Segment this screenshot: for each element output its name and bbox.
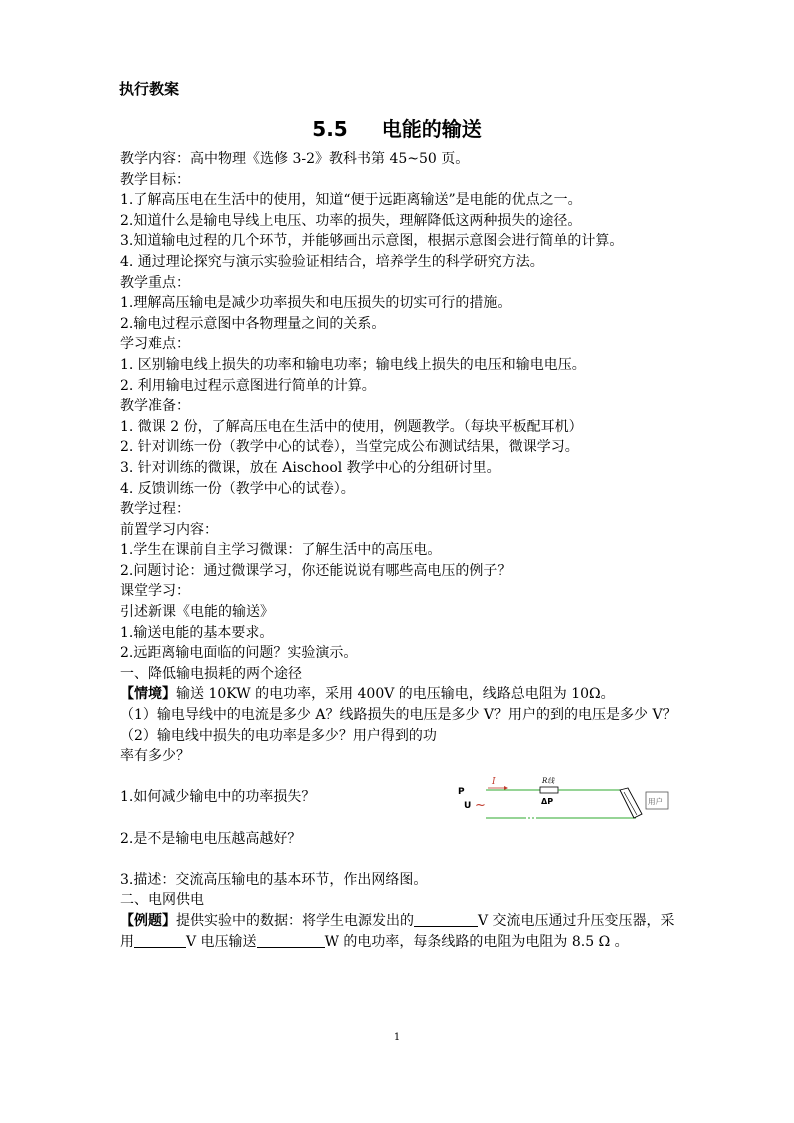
transmission-circuit-diagram bbox=[448, 770, 680, 830]
text-line: （2）输电线中损失的电功率是多少？用户得到的功率有多少？ bbox=[120, 727, 437, 765]
text-line: 3.知道输电过程的几个环节，并能够画出示意图，根据示意图会进行简单的计算。 bbox=[120, 233, 624, 250]
load-switch bbox=[620, 788, 642, 818]
power-label: P bbox=[458, 787, 465, 797]
section-heading: 二、电网供电 bbox=[120, 892, 204, 909]
text-line: 课堂学习： bbox=[120, 583, 190, 600]
text-line: 2. 利用输电过程示意图进行简单的计算。 bbox=[120, 377, 376, 394]
text-line: （1）输电导线中的电流是多少 A？线路损失的电压是多少 V？用户的到的电压是多少 V？ bbox=[120, 707, 677, 724]
line-resistor bbox=[540, 787, 558, 793]
text-line: 4. 反馈训练一份（教学中心的试卷）。 bbox=[120, 480, 355, 497]
example-paragraph bbox=[120, 911, 682, 952]
header-label: 执行教案 bbox=[119, 80, 180, 98]
text-line: 3.描述：交流高压输电的基本环节，作出网络图。 bbox=[120, 871, 428, 888]
text-line: 教学目标： bbox=[120, 171, 190, 188]
text-line: 1.输送电能的基本要求。 bbox=[120, 624, 274, 641]
fill-blank[interactable] bbox=[134, 933, 186, 948]
ac-source-symbol: ~ bbox=[475, 798, 486, 813]
text-line: 2.输电过程示意图中各物理量之间的关系。 bbox=[120, 315, 386, 332]
text-line: 1.理解高压输电是减少功率损失和电压损失的切实可行的措施。 bbox=[120, 295, 512, 312]
voltage-label: U bbox=[464, 801, 472, 811]
power-loss-label: ΔP bbox=[541, 797, 554, 806]
text-line: 4. 通过理论探究与演示实验验证相结合，培养学生的科学研究方法。 bbox=[120, 253, 544, 270]
section-title: 电能的输送 bbox=[381, 117, 482, 141]
scenario-tag: 【情境】 bbox=[120, 686, 176, 703]
text-line: 前置学习内容： bbox=[120, 521, 218, 538]
text-line: 2. 针对训练一份（教学中心的试卷），当堂完成公布测试结果，微课学习。 bbox=[120, 439, 579, 456]
section-heading: 一、降低输电损耗的两个途径 bbox=[120, 665, 302, 682]
example-tag: 【例题】 bbox=[120, 912, 176, 929]
example-text-b: V 交流电压通过升压变压器，采用 bbox=[120, 912, 675, 950]
text-line: 教学过程： bbox=[120, 501, 190, 518]
text-line: 1. 微课 2 份，了解高压电在生活中的使用，例题教学。（每块平板配耳机） bbox=[120, 418, 583, 435]
example-text-d: W 的电功率，每条线路的电阻为电阻为 8.5 Ω 。 bbox=[324, 933, 629, 950]
text-line: 教学重点： bbox=[120, 274, 190, 291]
resistor-label: R线 bbox=[542, 777, 555, 785]
text-line: 1. 区别输电线上损失的功率和输电功率；输电线上损失的电压和输电电压。 bbox=[120, 356, 586, 373]
text-line: 1.了解高压电在生活中的使用，知道“便于远距离输送”是电能的优点之一。 bbox=[120, 192, 582, 209]
scenario-text: 输送 10KW 的电功率，采用 400V 的电压输电，线路总电阻为 10Ω。 bbox=[176, 686, 615, 703]
text-line: 2.问题讨论：通过微课学习，你还能说说有哪些高电压的例子？ bbox=[120, 562, 512, 579]
text-line: 1.如何减少输电中的功率损失？ bbox=[120, 789, 316, 806]
current-label: I bbox=[492, 777, 496, 787]
text-line: 1.学生在课前自主学习微课：了解生活中的高压电。 bbox=[120, 542, 442, 559]
scenario-line bbox=[120, 684, 682, 705]
section-number: 5.5 bbox=[312, 117, 348, 141]
user-label: 用户 bbox=[648, 797, 663, 806]
text-line: 2.知道什么是输电导线上电压、功率的损失，理解降低这两种损失的途径。 bbox=[120, 212, 582, 229]
page-number: 1 bbox=[393, 1032, 401, 1043]
text-line: 学习难点： bbox=[120, 336, 190, 353]
text-line: 教学内容：高中物理《选修 3-2》教科书第 45~50 页。 bbox=[120, 151, 470, 167]
fill-blank[interactable] bbox=[414, 912, 478, 927]
text-line: 2.是不是输电电压越高越好？ bbox=[120, 830, 302, 847]
text-line: 引述新课《电能的输送》 bbox=[120, 604, 274, 621]
text-line: 3. 针对训练的微课，放在 Aischool 教学中心的分组研讨里。 bbox=[120, 459, 501, 476]
text-line: 教学准备： bbox=[120, 398, 190, 415]
current-arrow-head bbox=[504, 786, 508, 790]
text-line: 2.远距离输电面临的问题？实验演示。 bbox=[120, 645, 358, 662]
lesson-body bbox=[120, 149, 682, 952]
fill-blank[interactable] bbox=[257, 933, 325, 948]
example-text-a: 提供实验中的数据：将学生电源发出的 bbox=[176, 912, 414, 929]
example-text-c: V 电压输送 bbox=[186, 933, 257, 950]
page-title bbox=[0, 113, 794, 142]
